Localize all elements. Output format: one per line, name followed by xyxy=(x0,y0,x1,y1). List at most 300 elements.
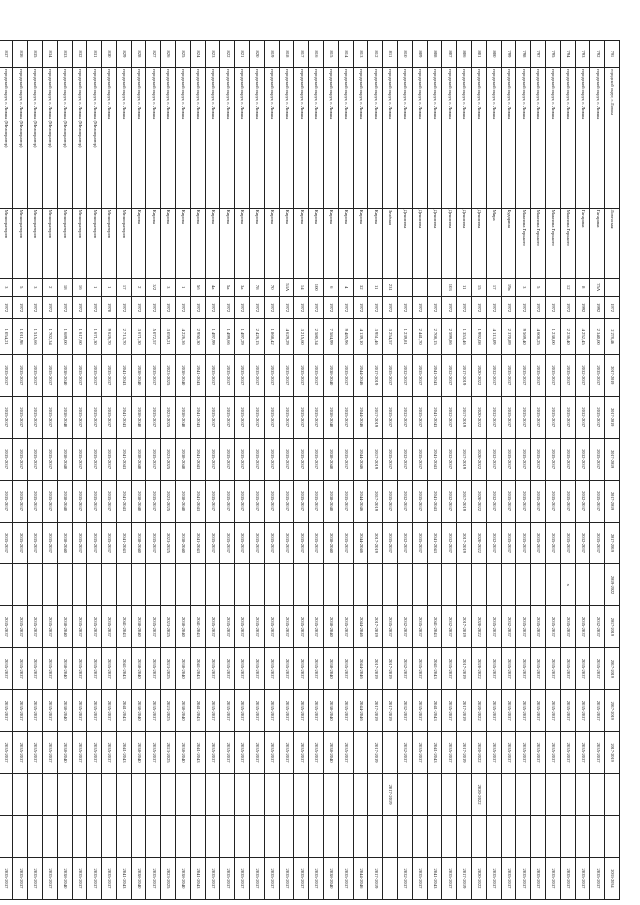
repair-period-cell: 2038-2040 xyxy=(176,354,191,396)
repair-period-cell: 2035-2037 xyxy=(279,732,294,774)
row-number: 810 xyxy=(398,41,413,68)
address-cell: городской округ, г. Ливны (Мелиоратор) xyxy=(87,67,102,208)
street-cell: Кирова xyxy=(190,208,205,278)
repair-period-cell xyxy=(235,816,250,858)
repair-period-cell xyxy=(250,774,265,816)
repair-period-cell: 2035-2037 xyxy=(264,732,279,774)
street-cell: Мелиораторов xyxy=(102,208,117,278)
year-built-cell: 1972 xyxy=(72,296,87,319)
repair-period-cell: 2035-2037 xyxy=(28,354,43,396)
repair-period-cell: 2035-2037 xyxy=(412,648,427,690)
house-number-cell: 17 xyxy=(486,278,501,296)
repair-period-cell xyxy=(87,774,102,816)
year-built-cell: 1972 xyxy=(398,296,413,319)
repair-period-cell: 2035-2037 xyxy=(531,396,546,438)
year-built-cell: 1972 xyxy=(501,296,516,319)
repair-period-cell: 2038-2040 xyxy=(131,354,146,396)
table-row xyxy=(220,41,235,900)
repair-period-cell: 2035-2037 xyxy=(412,522,427,564)
repair-period-cell: 2035-2037 xyxy=(516,438,531,480)
table-row xyxy=(457,41,472,900)
repair-period-cell: 2041-2043 xyxy=(427,857,442,899)
repair-period-cell: 2035-2037 xyxy=(205,438,220,480)
year-built-cell: 1972 xyxy=(0,296,13,319)
address-cell: городской округ, г. Ливны (Мелиоратор) xyxy=(0,67,13,208)
repair-period-cell: 2035-2037 xyxy=(531,857,546,899)
repair-period-cell: 2017-2019 xyxy=(368,648,383,690)
year-built-cell: 1972 xyxy=(190,296,205,319)
street-cell: Максима Горького xyxy=(560,208,575,278)
repair-period-cell: 2032-2037 xyxy=(575,354,590,396)
repair-period-cell: 2032-2037 xyxy=(501,606,516,648)
row-number: 817 xyxy=(294,41,309,68)
house-number-cell: 16 xyxy=(72,278,87,296)
repair-period-cell: 2035-2037 xyxy=(0,396,13,438)
area-cell: 1 054,21 xyxy=(0,319,13,354)
address-cell: городской округ, г. Ливны xyxy=(279,67,294,208)
repair-period-cell xyxy=(28,564,43,606)
table-row xyxy=(309,41,324,900)
repair-period-cell: 2035-2037 xyxy=(501,354,516,396)
repair-period-cell: 2038-2040 xyxy=(57,648,72,690)
repair-period-cell: 2023-2025 xyxy=(161,857,176,899)
area-cell: 1 499,66 xyxy=(220,319,235,354)
repair-period-cell: 2035-2037 xyxy=(250,438,265,480)
repair-period-cell: 2020-2022 xyxy=(472,480,487,522)
year-built-cell: 1972 xyxy=(560,296,575,319)
repair-period-cell: 2041-2043 xyxy=(116,396,131,438)
repair-period-cell: 2035-2037 xyxy=(531,732,546,774)
row-number: 829 xyxy=(116,41,131,68)
street-cell: Кирова xyxy=(368,208,383,278)
table-row xyxy=(116,41,131,900)
year-built-cell: 1972 xyxy=(605,296,620,319)
repair-period-cell: 2035-2037 xyxy=(560,522,575,564)
area-cell: 5 072,57 xyxy=(146,319,161,354)
street-cell: Зелёная xyxy=(383,208,398,278)
repair-period-cell: 2035-2037 xyxy=(146,354,161,396)
repair-period-cell: 2038-2040 xyxy=(176,648,191,690)
house-number-cell: 8 xyxy=(575,278,590,296)
repair-period-cell: 2035-2037 xyxy=(250,690,265,732)
area-cell: 1 689,00 xyxy=(57,319,72,354)
repair-period-cell: 2035-2037 xyxy=(442,857,457,899)
repair-period-cell: 2038-2040 xyxy=(57,354,72,396)
repair-period-cell xyxy=(161,774,176,816)
repair-period-cell: 2017-2019 xyxy=(605,480,620,522)
row-number: 792 xyxy=(590,41,605,68)
house-number-cell: 3 xyxy=(28,278,43,296)
repair-period-cell xyxy=(516,564,531,606)
repair-period-cell: 2035-2037 xyxy=(516,690,531,732)
repair-period-cell xyxy=(294,564,309,606)
repair-period-cell xyxy=(72,816,87,858)
repair-period-cell: 2044-2046 xyxy=(353,606,368,648)
year-built-cell: 1972 xyxy=(279,296,294,319)
repair-period-cell xyxy=(250,564,265,606)
repair-period-cell: 2035-2037 xyxy=(250,354,265,396)
street-cell: Денисова xyxy=(442,208,457,278)
row-number: 795 xyxy=(546,41,561,68)
repair-period-cell xyxy=(546,564,561,606)
repair-period-cell xyxy=(131,564,146,606)
repair-period-cell xyxy=(42,816,57,858)
repair-period-cell: 2035-2037 xyxy=(205,732,220,774)
repair-period-cell: 2038-2040 xyxy=(176,857,191,899)
repair-period-cell: 2020-2022 xyxy=(472,354,487,396)
repair-period-cell: 2033-2034 xyxy=(605,857,620,899)
repair-period-cell xyxy=(368,816,383,858)
repair-period-cell: 2035-2037 xyxy=(412,438,427,480)
repair-period-cell xyxy=(279,774,294,816)
repair-period-cell xyxy=(28,774,43,816)
repair-period-cell: 2017-2019 xyxy=(605,522,620,564)
table-row xyxy=(353,41,368,900)
repair-period-cell xyxy=(190,816,205,858)
repair-period-cell xyxy=(516,774,531,816)
year-built-cell: 1972 xyxy=(264,296,279,319)
repair-period-cell: 2035-2037 xyxy=(294,857,309,899)
repair-period-cell: 2035-2037 xyxy=(279,396,294,438)
repair-period-cell: 2044-2046 xyxy=(353,480,368,522)
repair-period-cell: 2017-2019 xyxy=(605,438,620,480)
repair-period-cell: 2017-2019 xyxy=(368,606,383,648)
repair-period-cell: 2035-2037 xyxy=(72,354,87,396)
repair-period-cell: 2035-2037 xyxy=(590,648,605,690)
street-cell: Максима Горького xyxy=(531,208,546,278)
repair-period-cell: 2035-2037 xyxy=(235,480,250,522)
repair-period-cell: 2035-2037 xyxy=(501,522,516,564)
street-cell: Кирова xyxy=(161,208,176,278)
repair-period-cell: 2035-2037 xyxy=(87,606,102,648)
repair-period-cell: 2044-2046 xyxy=(353,857,368,899)
repair-period-cell: 2017-2019 xyxy=(368,732,383,774)
repair-period-cell: 2035-2037 xyxy=(102,480,117,522)
repair-period-cell: 2035-2037 xyxy=(560,354,575,396)
area-cell: 4 226,36 xyxy=(176,319,191,354)
repair-period-cell: 2035-2037 xyxy=(516,857,531,899)
address-cell: городской округ, г. Ливны xyxy=(516,67,531,208)
repair-period-cell xyxy=(457,774,472,816)
table-row xyxy=(28,41,43,900)
repair-period-cell: 2038-2040 xyxy=(131,732,146,774)
address-cell: городской округ, г. Ливны xyxy=(501,67,516,208)
area-cell: 2 950,30 xyxy=(190,319,205,354)
table-row xyxy=(250,41,265,900)
repair-period-cell xyxy=(486,774,501,816)
repair-period-cell xyxy=(57,564,72,606)
repair-period-cell: 2041-2043 xyxy=(427,438,442,480)
year-built-cell: 1972 xyxy=(13,296,28,319)
house-number-cell: 3 xyxy=(516,278,531,296)
address-cell: городской округ, г. Ливны xyxy=(190,67,205,208)
repair-period-cell: 2035-2037 xyxy=(87,690,102,732)
repair-period-cell: 2035-2037 xyxy=(575,732,590,774)
repair-period-cell: 2035-2037 xyxy=(501,438,516,480)
repair-period-cell: 2035-2037 xyxy=(546,354,561,396)
repair-period-cell: 2023-2025 xyxy=(161,606,176,648)
repair-period-cell xyxy=(279,816,294,858)
house-number-cell xyxy=(398,278,413,296)
repair-period-cell: 2020-2022 xyxy=(472,690,487,732)
repair-period-cell: 2035-2037 xyxy=(294,354,309,396)
repair-period-cell xyxy=(87,816,102,858)
repair-period-cell: 2035-2037 xyxy=(264,438,279,480)
street-cell: Мира xyxy=(486,208,501,278)
repair-period-cell: 2017-2019 xyxy=(605,690,620,732)
row-number: 801 xyxy=(472,41,487,68)
repair-period-cell: 2035-2037 xyxy=(309,857,324,899)
repair-period-cell: 2035-2037 xyxy=(13,480,28,522)
address-cell: городской округ, г. Ливны (Мелиоратор) xyxy=(13,67,28,208)
repair-period-cell: 2035-2037 xyxy=(279,354,294,396)
repair-period-cell xyxy=(294,774,309,816)
repair-period-cell: 2038-2040 xyxy=(57,606,72,648)
row-number: 836 xyxy=(13,41,28,68)
repair-period-cell: 2035-2037 xyxy=(501,396,516,438)
repair-period-cell xyxy=(501,816,516,858)
year-built-cell: 1972 xyxy=(368,296,383,319)
table-row xyxy=(442,41,457,900)
repair-period-cell: 2044-2046 xyxy=(353,438,368,480)
repair-period-cell: 2044-2046 xyxy=(353,396,368,438)
house-number-cell xyxy=(605,278,620,296)
street-cell: Кирова xyxy=(131,208,146,278)
repair-period-cell: 2035-2037 xyxy=(486,732,501,774)
repair-period-cell: 2035-2037 xyxy=(279,522,294,564)
repair-period-cell: 2020-2022 xyxy=(472,396,487,438)
repair-period-cell xyxy=(324,816,339,858)
repair-period-cell xyxy=(472,816,487,858)
repair-period-cell: 2032-2037 xyxy=(575,438,590,480)
repair-period-cell: 2035-2037 xyxy=(279,438,294,480)
area-cell: 4 629,29 xyxy=(279,319,294,354)
repair-period-cell: 2041-2043 xyxy=(190,438,205,480)
area-cell: 3 059,21 xyxy=(161,319,176,354)
house-number-cell: 2 xyxy=(131,278,146,296)
repair-period-cell: 2035-2037 xyxy=(205,648,220,690)
repair-period-cell: 2035-2037 xyxy=(516,522,531,564)
repair-period-cell: 2035-2037 xyxy=(0,690,13,732)
repair-period-cell xyxy=(412,564,427,606)
repair-period-cell xyxy=(190,564,205,606)
repair-period-cell: 2035-2037 xyxy=(220,648,235,690)
year-built-cell: 1972 xyxy=(250,296,265,319)
repair-period-cell: 2035-2037 xyxy=(72,438,87,480)
repair-period-cell: 2035-2037 xyxy=(87,732,102,774)
address-cell: городской округ, г. Ливны xyxy=(338,67,353,208)
house-number-cell: 1 xyxy=(102,278,117,296)
repair-period-cell: 2017-2019 xyxy=(368,354,383,396)
area-cell: 3 254,57 xyxy=(383,319,398,354)
repair-period-cell: 2035-2037 xyxy=(87,648,102,690)
address-cell: городской округ, г. Ливны xyxy=(575,67,590,208)
year-built-cell: 1972 xyxy=(42,296,57,319)
repair-period-cell: 2035-2037 xyxy=(442,690,457,732)
repair-period-cell: 2035-2037 xyxy=(294,732,309,774)
house-number-cell: 3 xyxy=(161,278,176,296)
repair-period-cell xyxy=(309,564,324,606)
repair-period-cell: 2035-2037 xyxy=(575,606,590,648)
repair-period-cell: 2035-2037 xyxy=(102,732,117,774)
repair-period-cell: 2035-2037 xyxy=(531,648,546,690)
street-cell: Мелиораторов xyxy=(87,208,102,278)
repair-period-cell: 2035-2037 xyxy=(546,606,561,648)
repair-period-cell: 2035-2037 xyxy=(279,690,294,732)
repair-period-cell xyxy=(176,816,191,858)
repair-period-cell: 2035-2037 xyxy=(546,396,561,438)
repair-period-cell: 2044-2046 xyxy=(353,690,368,732)
repair-period-cell: 2041-2043 xyxy=(190,732,205,774)
repair-period-cell xyxy=(353,774,368,816)
year-built-cell: 1972 xyxy=(324,296,339,319)
repair-period-cell xyxy=(102,774,117,816)
repair-period-cell: 2038-2040 xyxy=(176,606,191,648)
street-cell: Кирова xyxy=(309,208,324,278)
area-cell: 2 708,15 xyxy=(427,319,442,354)
repair-period-cell: 2035-2037 xyxy=(205,480,220,522)
address-cell: городской округ, г. Ливны xyxy=(324,67,339,208)
repair-period-cell: 2035-2037 xyxy=(309,732,324,774)
table-row xyxy=(279,41,294,900)
repair-period-cell: 2032-2037 xyxy=(442,438,457,480)
house-number-cell: 103 xyxy=(442,278,457,296)
repair-period-cell: 2041-2043 xyxy=(116,648,131,690)
repair-period-cell: 2035-2037 xyxy=(250,648,265,690)
year-built-cell: 1972 xyxy=(338,296,353,319)
table-row xyxy=(486,41,501,900)
row-number: 818 xyxy=(279,41,294,68)
repair-period-cell: 2038-2040 xyxy=(324,690,339,732)
repair-period-cell: 2044-2046 xyxy=(353,522,368,564)
area-cell: 1 011,98 xyxy=(13,319,28,354)
repair-period-cell: 2035-2037 xyxy=(294,396,309,438)
repair-period-cell: 2038-2040 xyxy=(57,690,72,732)
repair-period-cell: 2035-2037 xyxy=(72,857,87,899)
repair-period-cell: 2035-2037 xyxy=(102,522,117,564)
repair-period-cell: 2038-2040 xyxy=(324,396,339,438)
repair-period-cell: 2035-2037 xyxy=(72,690,87,732)
repair-period-cell xyxy=(161,564,176,606)
repair-period-cell: 2035-2037 xyxy=(412,732,427,774)
repair-period-cell: 2035-2037 xyxy=(205,522,220,564)
repair-period-cell xyxy=(501,774,516,816)
repair-period-cell: 2035-2037 xyxy=(42,438,57,480)
street-cell: Мелиораторов xyxy=(13,208,28,278)
house-number-cell: 3/2 xyxy=(146,278,161,296)
address-cell: городской округ, г. Ливны xyxy=(486,67,501,208)
repair-period-cell xyxy=(457,816,472,858)
repair-period-cell xyxy=(398,774,413,816)
repair-period-cell: 2035-2037 xyxy=(590,732,605,774)
repair-period-cell: 2032-2037 xyxy=(486,354,501,396)
house-number-cell: 11 xyxy=(457,278,472,296)
repair-period-cell: 2035-2037 xyxy=(590,438,605,480)
repair-period-cell: 2038-2040 xyxy=(324,480,339,522)
repair-period-cell xyxy=(28,816,43,858)
repair-period-cell: 2035-2037 xyxy=(87,522,102,564)
row-number: 833 xyxy=(57,41,72,68)
repair-period-cell: 2023-2025 xyxy=(161,522,176,564)
repair-period-cell xyxy=(176,774,191,816)
repair-period-cell: 2035-2037 xyxy=(338,396,353,438)
repair-period-cell: 2032-2037 xyxy=(442,396,457,438)
repair-period-cell: 2038-2040 xyxy=(324,354,339,396)
repair-period-cell: 2041-2043 xyxy=(116,522,131,564)
repair-period-cell: 2035-2037 xyxy=(338,857,353,899)
repair-period-cell: 2020-2022 xyxy=(472,522,487,564)
repair-period-cell: 2035-2037 xyxy=(250,396,265,438)
street-cell: Мелиораторов xyxy=(116,208,131,278)
street-cell: Кирова xyxy=(353,208,368,278)
repair-period-cell: 2035-2037 xyxy=(546,522,561,564)
address-cell: городской округ, г. Ливны (Мелиоратор) xyxy=(57,67,72,208)
row-number: 826 xyxy=(161,41,176,68)
table-row xyxy=(575,41,590,900)
address-cell: городской округ, г. Ливны xyxy=(294,67,309,208)
repair-period-cell xyxy=(0,564,13,606)
house-number-cell: 4 xyxy=(338,278,353,296)
street-cell: Максима Горького xyxy=(516,208,531,278)
repair-period-cell: 2020-2022 xyxy=(472,648,487,690)
repair-period-cell: 2035-2037 xyxy=(486,857,501,899)
repair-period-cell: 2035-2037 xyxy=(575,648,590,690)
street-cell: Мелиораторов xyxy=(28,208,43,278)
repair-period-cell: 2035-2037 xyxy=(250,732,265,774)
street-cell: Денисова xyxy=(472,208,487,278)
area-cell: 1 515,66 xyxy=(28,319,43,354)
repair-period-cell: 2032-2037 xyxy=(398,354,413,396)
row-number: 811 xyxy=(383,41,398,68)
repair-period-cell: 2038-2040 xyxy=(131,606,146,648)
repair-period-cell: 2017-2019 xyxy=(605,732,620,774)
repair-period-cell xyxy=(264,816,279,858)
repair-period-cell: 2035-2037 xyxy=(516,648,531,690)
repair-period-cell: 2035-2037 xyxy=(0,648,13,690)
area-cell: 1 497,29 xyxy=(235,319,250,354)
repair-period-cell: 2035-2037 xyxy=(13,857,28,899)
repair-period-cell: 2035-2037 xyxy=(42,648,57,690)
area-cell: 4 252,45 xyxy=(575,319,590,354)
repair-period-cell: 2035-2037 xyxy=(146,480,161,522)
repair-period-cell: 2038-2040 xyxy=(176,396,191,438)
year-built-cell: 1970 xyxy=(102,296,117,319)
area-cell: 2 713,70 xyxy=(116,319,131,354)
repair-period-cell xyxy=(560,816,575,858)
repair-period-cell: 2035-2037 xyxy=(102,396,117,438)
repair-period-cell: 2041-2043 xyxy=(116,690,131,732)
repair-period-cell: 2035-2037 xyxy=(205,606,220,648)
repair-period-cell: 2017-2019 xyxy=(457,606,472,648)
table-row xyxy=(102,41,117,900)
table-row xyxy=(546,41,561,900)
repair-period-cell: 2035-2037 xyxy=(13,648,28,690)
repair-period-cell xyxy=(116,816,131,858)
row-number: 798 xyxy=(516,41,531,68)
repair-period-cell: 2035-2037 xyxy=(13,606,28,648)
repair-period-cell: 2035-2037 xyxy=(383,354,398,396)
repair-period-cell xyxy=(338,774,353,816)
area-cell: 2 599,86 xyxy=(442,319,457,354)
area-cell: 2 278,46 xyxy=(605,319,620,354)
repair-period-cell: 2038-2040 xyxy=(131,396,146,438)
repair-period-cell xyxy=(102,816,117,858)
street-cell: Кирова xyxy=(338,208,353,278)
repair-period-cell: 2032-2037 xyxy=(398,522,413,564)
repair-period-cell: 2035-2037 xyxy=(0,606,13,648)
year-built-cell: 1992 xyxy=(590,296,605,319)
street-cell: Кирова xyxy=(220,208,235,278)
